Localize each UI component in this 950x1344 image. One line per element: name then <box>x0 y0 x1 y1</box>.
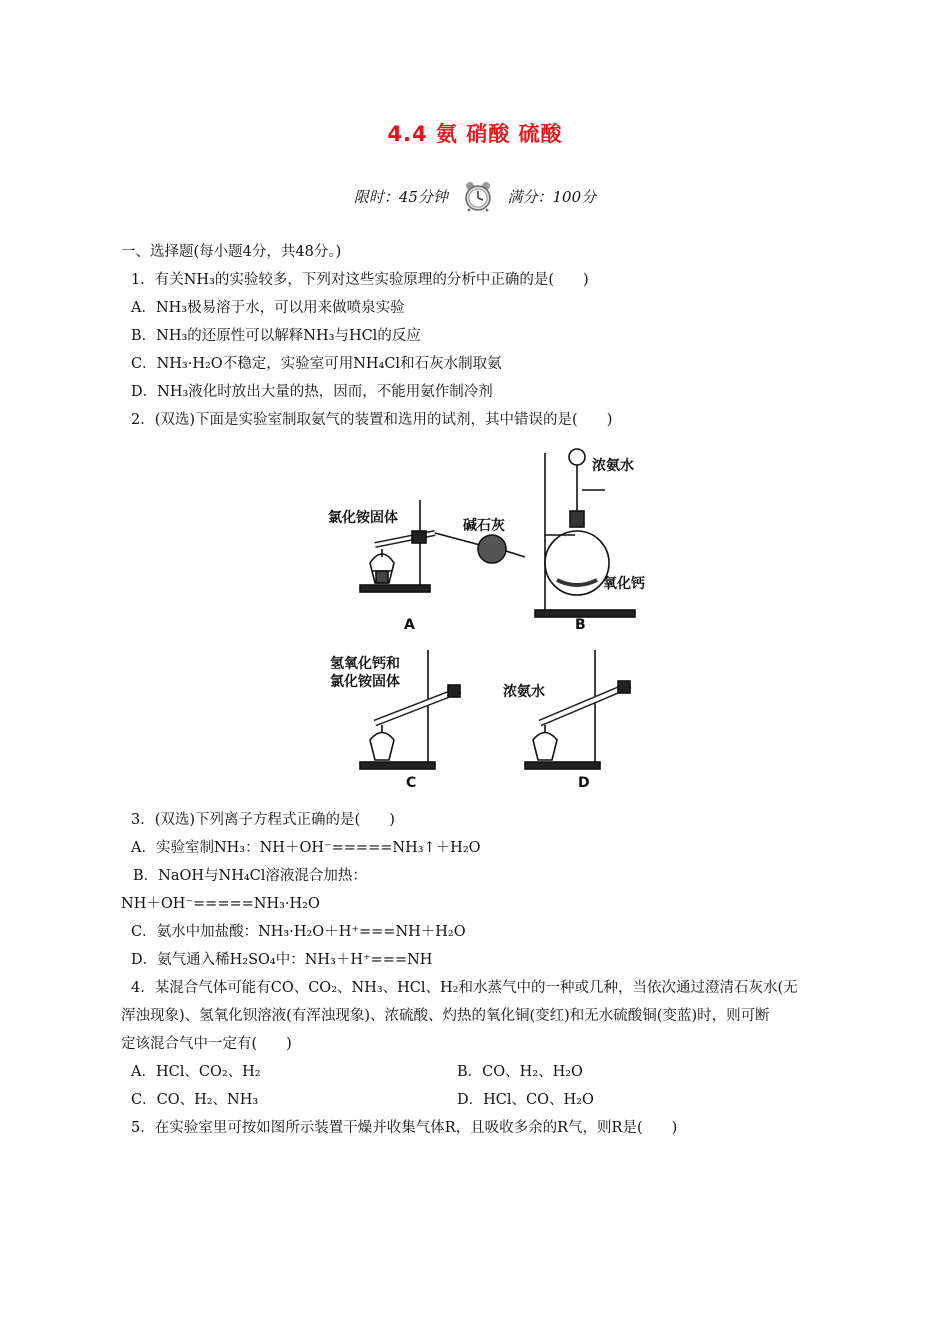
q4-option-d: D．HCl、CO、H₂O <box>457 1092 594 1108</box>
q3-option-b-1: B．NaOH与NH₄Cl溶液混合加热： <box>133 868 367 884</box>
label-c-reagent-2: 氯化铵固体 <box>330 674 400 690</box>
label-d: D <box>578 775 590 791</box>
q1-stem: 1．有关NH₃的实验较多，下列对这些实验原理的分析中正确的是( ) <box>131 272 589 288</box>
label-b: B <box>575 617 586 633</box>
q5-stem: 5．在实验室里可按如图所示装置干燥并收集气体R，且吸收多余的R气，则R是( ) <box>131 1120 678 1136</box>
q4-stem-2: 浑浊现象)、氢氧化钡溶液(有浑浊现象)、浓硫酸、灼热的氧化铜(变红)和无水硫酸铜(变蓝)时，则可断 <box>121 1008 770 1024</box>
full-score: 满分：100分 <box>507 188 597 206</box>
q3-stem: 3．(双选)下列离子方程式正确的是( ) <box>131 812 395 828</box>
q1-option-a: A．NH₃极易溶于水，可以用来做喷泉实验 <box>131 300 405 316</box>
q3-option-b-2: NH＋OH⁻=====NH₃·H₂O <box>121 896 320 912</box>
q3-option-c: C．氨水中加盐酸：NH₃·H₂O＋H⁺===NH＋H₂O <box>131 924 466 940</box>
q1-option-b: B．NH₃的还原性可以解释NH₃与HCl的反应 <box>131 328 421 344</box>
q3-option-a: A．实验室制NH₃：NH＋OH⁻=====NH₃↑＋H₂O <box>131 840 481 856</box>
q4-option-c: C．CO、H₂、NH₃ <box>131 1092 259 1108</box>
label-a-dryer: 碱石灰 <box>463 518 505 534</box>
label-c: C <box>406 775 417 791</box>
label-c-reagent-1: 氢氧化钙和 <box>330 656 400 672</box>
q1-option-d: D．NH₃液化时放出大量的热，因而，不能用氨作制冷剂 <box>131 384 493 400</box>
page-title: 4.4 氨 硝酸 硫酸 <box>387 122 563 146</box>
q4-stem-1: 4．某混合气体可能有CO、CO₂、NH₃、HCl、H₂和水蒸气中的一种或几种，当依次通过澄清石灰水(无 <box>131 980 798 996</box>
apparatus-drawing <box>320 445 670 800</box>
q1-option-c: C．NH₃·H₂O不稳定，实验室可用NH₄Cl和石灰水制取氨 <box>131 356 502 372</box>
section-heading: 一、选择题(每小题4分，共48分。) <box>121 244 342 260</box>
q3-option-d: D．氨气通入稀H₂SO₄中：NH₃＋H⁺===NH <box>131 952 433 968</box>
time-limit: 限时：45分钟 <box>353 188 448 206</box>
label-a: A <box>404 617 415 633</box>
alarm-clock-icon <box>463 180 493 216</box>
q4-stem-3: 定该混合气中一定有( ) <box>121 1036 292 1052</box>
q4-option-b: B．CO、H₂、H₂O <box>457 1064 583 1080</box>
q4-option-a: A．HCl、CO₂、H₂ <box>131 1064 261 1080</box>
q2-stem: 2．(双选)下面是实验室制取氨气的装置和选用的试剂，其中错误的是( ) <box>131 412 613 428</box>
label-d-reagent: 浓氨水 <box>503 684 545 700</box>
label-a-reagent: 氯化铵固体 <box>328 510 398 526</box>
time-score-line <box>0 180 950 216</box>
ammonia-apparatus-figure <box>320 445 670 800</box>
label-b-funnel: 浓氨水 <box>592 458 634 474</box>
label-b-flask: 氧化钙 <box>603 576 645 592</box>
